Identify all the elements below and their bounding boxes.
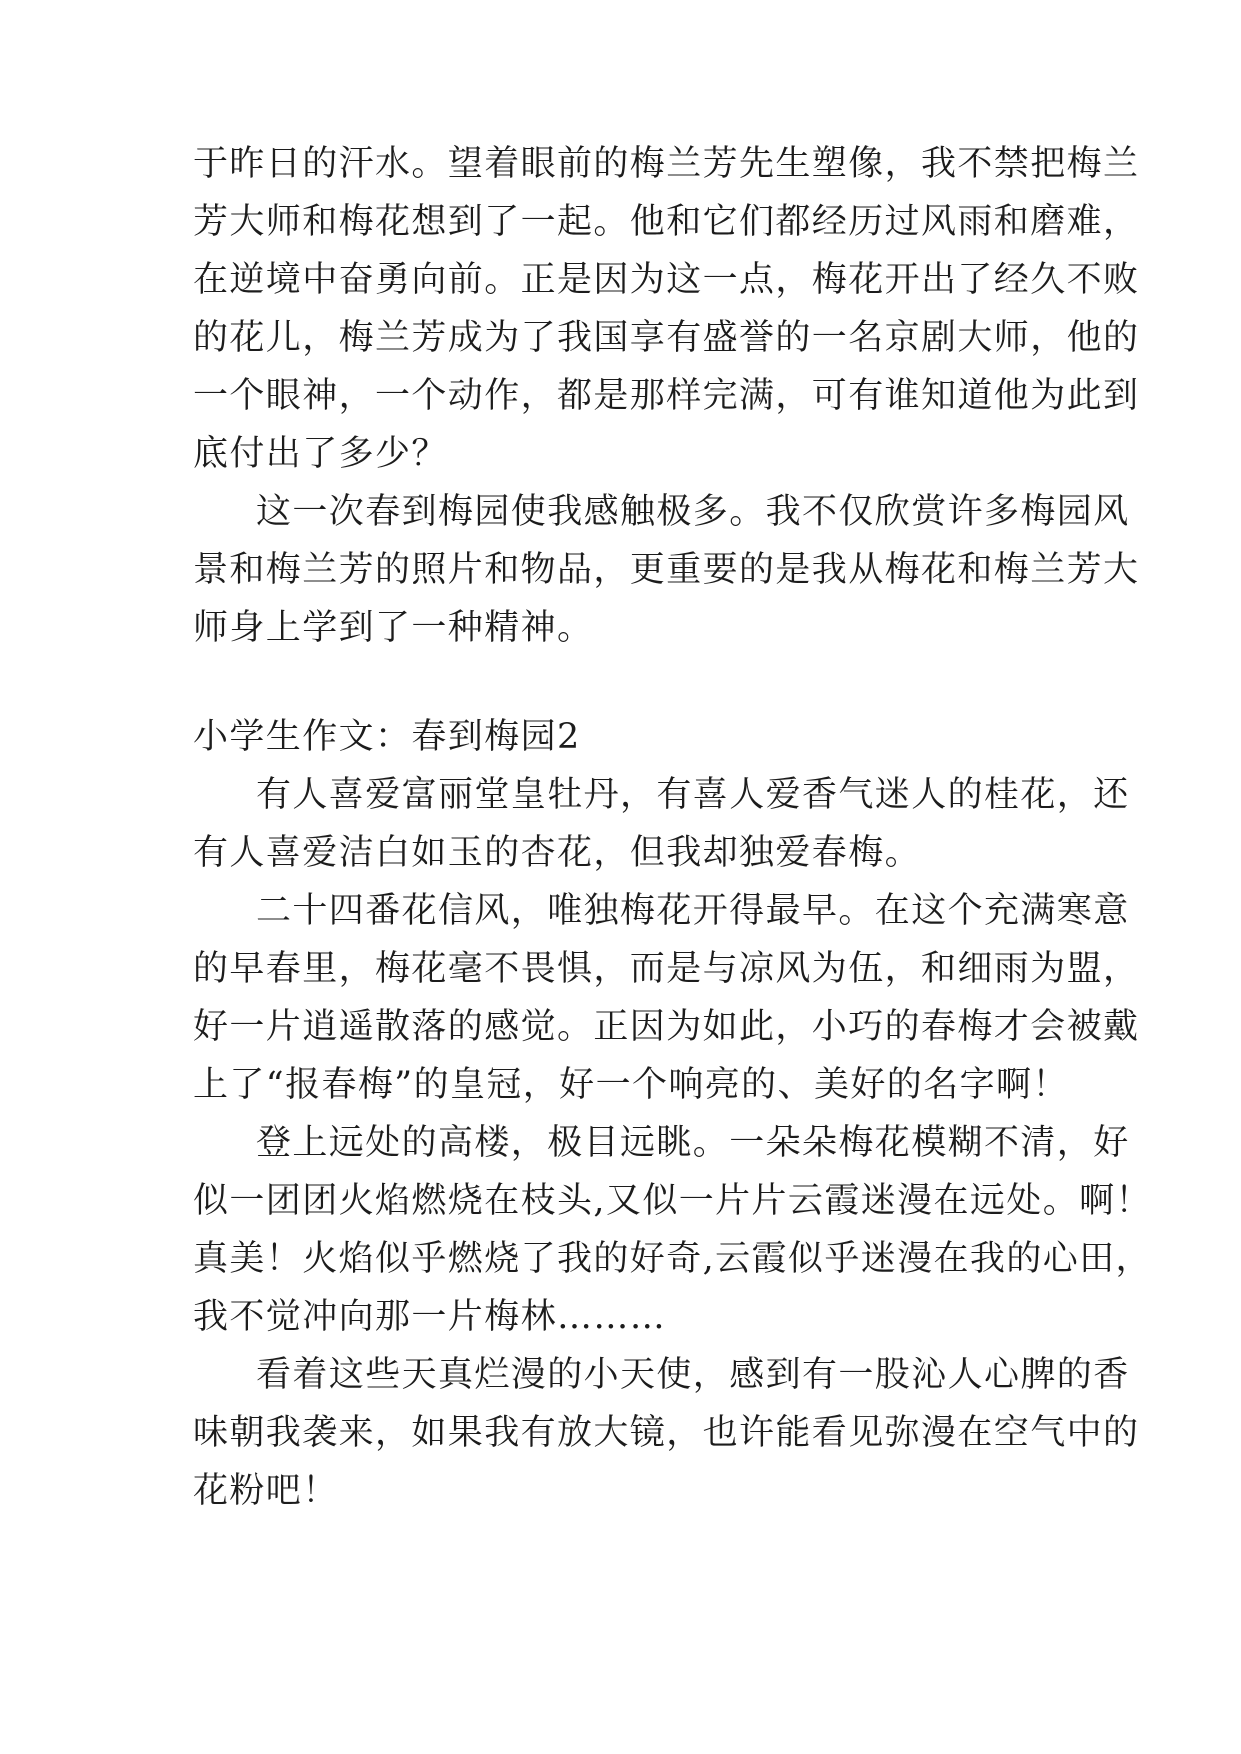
paragraph-line: 登上远处的高楼，极目远眺。一朵朵梅花模糊不清，好 [256, 1123, 1130, 1163]
paragraph-line: 好一片逍遥散落的感觉。正因为如此，小巧的春梅才会被戴 [193, 1007, 1140, 1047]
paragraph-line: 我不觉冲向那一片梅林……… [193, 1297, 667, 1337]
paragraph-line: 有人喜爱洁白如玉的杏花，但我却独爱春梅。 [193, 833, 922, 873]
paragraph-line: 二十四番花信风，唯独梅花开得最早。在这个充满寒意 [256, 891, 1130, 931]
paragraph-line: 上了“报春梅”的皇冠，好一个响亮的、美好的名字啊！ [193, 1065, 1069, 1105]
paragraph-line: 似一团团火焰燃烧在枝头,又似一片片云霞迷漫在远处。啊！ [193, 1181, 1152, 1221]
paragraph-line: 的早春里，梅花毫不畏惧，而是与凉风为伍，和细雨为盟， [193, 949, 1140, 989]
paragraph-line: 味朝我袭来，如果我有放大镜，也许能看见弥漫在空气中的 [193, 1413, 1140, 1453]
paragraph-line: 芳大师和梅花想到了一起。他和它们都经历过风雨和磨难， [193, 202, 1140, 242]
section-heading: 小学生作文：春到梅园2 [193, 717, 581, 757]
paragraph-line: 看着这些天真烂漫的小天使，感到有一股沁人心脾的香 [256, 1355, 1130, 1395]
paragraph-line: 这一次春到梅园使我感触极多。我不仅欣赏许多梅园风 [256, 492, 1130, 532]
paragraph-line: 的花儿，梅兰芳成为了我国享有盛誉的一名京剧大师，他的 [193, 318, 1140, 358]
paragraph-line: 在逆境中奋勇向前。正是因为这一点，梅花开出了经久不败 [193, 260, 1140, 300]
paragraph-line: 有人喜爱富丽堂皇牡丹，有喜人爱香气迷人的桂花，还 [256, 775, 1130, 815]
paragraph-line: 一个眼神，一个动作，都是那样完满，可有谁知道他为此到 [193, 376, 1140, 416]
paragraph-line: 师身上学到了一种精神。 [193, 608, 594, 648]
paragraph-line: 底付出了多少？ [193, 434, 448, 474]
paragraph-line: 景和梅兰芳的照片和物品，更重要的是我从梅花和梅兰芳大 [193, 550, 1140, 590]
paragraph-line: 花粉吧！ [193, 1471, 339, 1511]
paragraph-line: 于昨日的汗水。望着眼前的梅兰芳先生塑像，我不禁把梅兰 [193, 144, 1140, 184]
paragraph-line: 真美！火焰似乎燃烧了我的好奇,云霞似乎迷漫在我的心田， [193, 1239, 1152, 1279]
